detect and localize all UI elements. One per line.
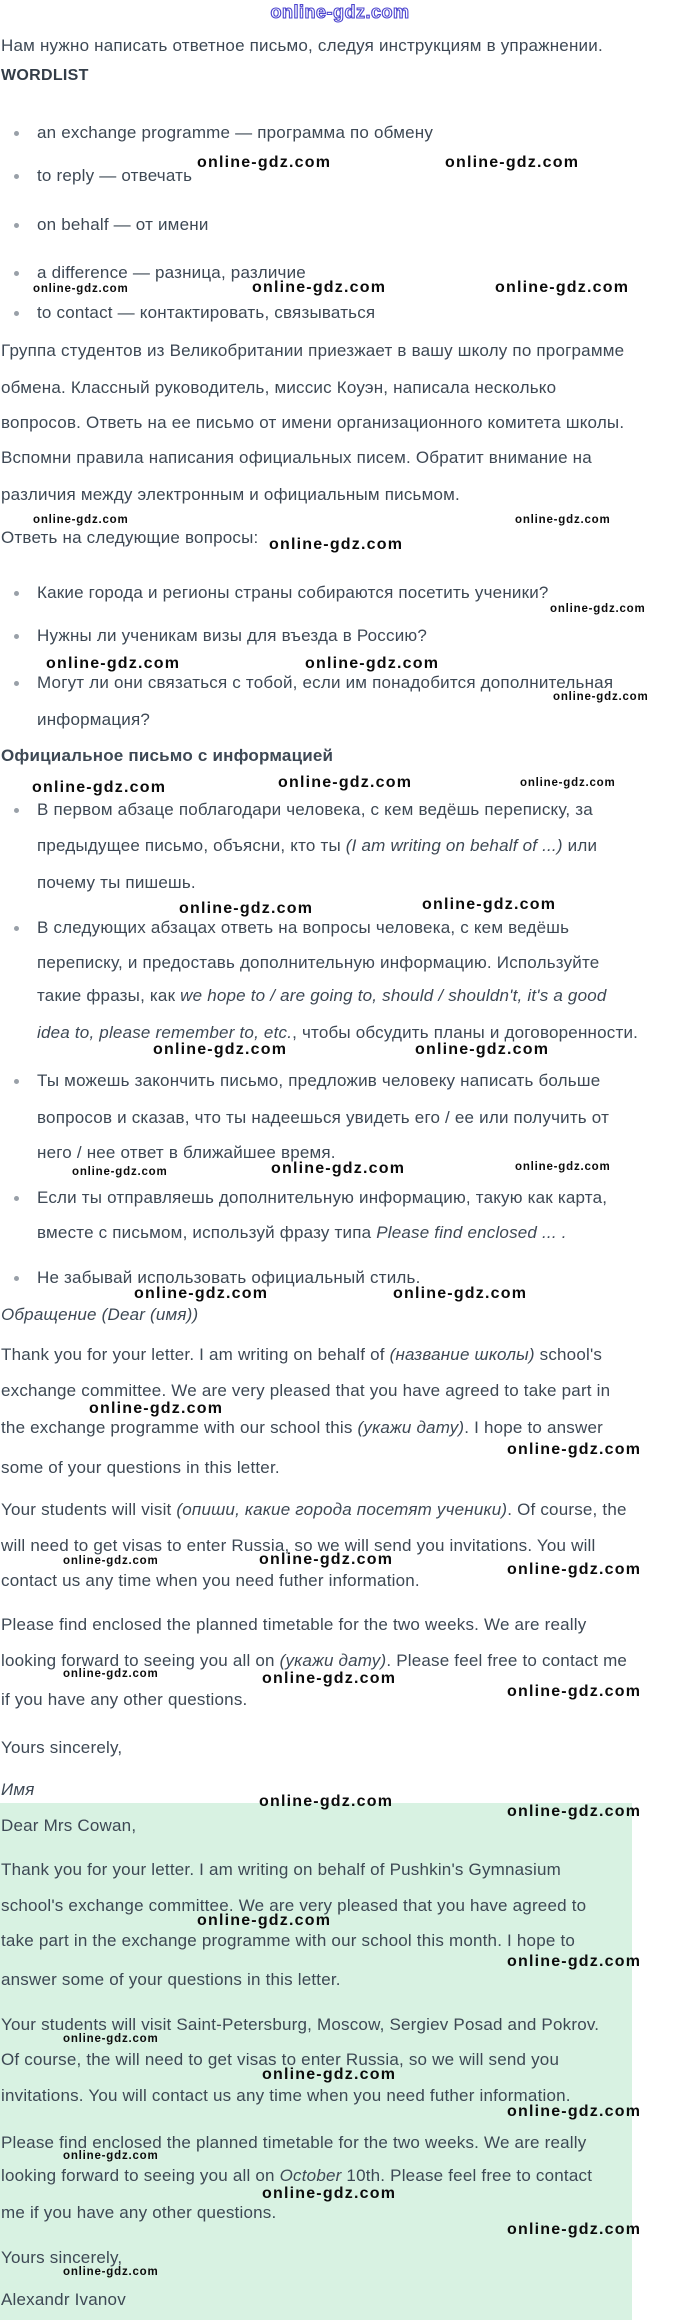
watermark: online-gdz.com <box>262 2185 397 2202</box>
text-run: me if you have any other questions. <box>1 2203 277 2222</box>
bullet-item <box>37 166 192 186</box>
watermark: online-gdz.com <box>197 154 332 171</box>
text-line <box>1 1458 280 1478</box>
watermark: online-gdz.com <box>507 2103 642 2120</box>
wordlist-heading <box>1 66 89 86</box>
text-run: idea to, please remember to, etc. <box>37 1023 293 1042</box>
text-run: Dear Mrs Cowan, <box>1 1816 137 1835</box>
text-line <box>1 341 624 361</box>
text-run: invitations. You will contact us any time when you need futher information. <box>1 2086 571 2105</box>
watermark: online-gdz.com <box>63 2150 159 2162</box>
text-run: school's <box>534 1345 603 1364</box>
text-run: if you have any other questions. <box>1 1690 248 1709</box>
text-run: (укажи дату) <box>357 1418 465 1437</box>
bullet-continuation-line <box>37 873 196 893</box>
text-run: Your students will visit <box>1 1500 177 1519</box>
text-run: Не забывай использовать официальный стиль. <box>37 1268 421 1287</box>
watermark: online-gdz.com <box>262 1670 397 1687</box>
watermark: online-gdz.com <box>63 2266 159 2278</box>
text-run: (название школы) <box>389 1345 535 1364</box>
text-run: exchange committee. We are very pleased that you have agreed to take part in <box>1 1381 611 1400</box>
bullet-dot-icon <box>14 808 19 813</box>
watermark: online-gdz.com <box>305 655 440 672</box>
bullet-dot-icon <box>14 1276 19 1281</box>
bullet-item <box>37 673 613 693</box>
bullet-item <box>37 303 375 323</box>
text-run: Имя <box>1 1780 35 1799</box>
text-run: looking forward to seeing you all on <box>1 1651 280 1670</box>
text-line <box>1 2248 122 2268</box>
text-line <box>1 2166 592 2186</box>
watermark: online-gdz.com <box>515 1161 611 1173</box>
bullet-continuation-line <box>37 1108 609 1128</box>
text-run: информация? <box>37 710 151 729</box>
bullet-item <box>37 918 569 938</box>
text-run: an exchange programme — программа по обмену <box>37 123 434 142</box>
bullet-dot-icon <box>14 131 19 136</box>
text-run: Официальное письмо с информацией <box>1 746 334 765</box>
text-run: a difference — разница, различие <box>37 263 306 282</box>
watermark: online-gdz.com <box>153 1041 288 1058</box>
watermark: online-gdz.com <box>507 2221 642 2238</box>
text-run: вопросов. Ответь на ее письмо от имени организационного комитета школы. <box>1 413 625 432</box>
text-run: contact us any time when you need futher information. <box>1 1571 420 1590</box>
text-run: или <box>562 836 598 855</box>
section-heading <box>1 746 333 766</box>
text-run: В первом абзаце поблагодари человека, с кем ведёшь переписку, за <box>37 800 593 819</box>
text-run: to contact — контактировать, связываться <box>37 303 376 322</box>
watermark: online-gdz.com <box>33 283 129 295</box>
bullet-continuation-line <box>37 953 599 973</box>
watermark: online-gdz.com <box>262 2066 397 2083</box>
text-run: такие фразы, как <box>37 986 181 1005</box>
text-run: Your students will visit Saint-Petersburg, Moscow, Sergiev Posad and Pokrov. <box>1 2015 600 2034</box>
watermark: online-gdz.com <box>422 896 557 913</box>
text-line <box>1 413 624 433</box>
text-run: school's exchange committee. We are very pleased that you have agreed to <box>1 1896 587 1915</box>
text-line <box>1 2203 276 2223</box>
text-run: , чтобы обсудить планы и договоренности. <box>292 1023 639 1042</box>
watermark: online-gdz.com <box>550 603 646 615</box>
text-run: Please find enclosed the planned timetable for the two weeks. We are really <box>1 2133 587 2152</box>
text-run: take part in the exchange programme with our school this month. I hope to <box>1 1931 576 1950</box>
watermark: online-gdz.com <box>89 1400 224 1417</box>
bullet-item <box>37 1071 600 1091</box>
text-run: Thank you for your letter. I am writing on behalf of <box>1 1345 390 1364</box>
watermark: online-gdz.com <box>252 279 387 296</box>
text-run: Of course, the will need to get visas to enter Russia, so we will send you <box>1 2050 560 2069</box>
text-line <box>1 1381 610 1401</box>
text-line <box>1 448 592 468</box>
watermark: online-gdz.com <box>72 1166 168 1178</box>
text-run: Yours sincerely, <box>1 2248 123 2267</box>
watermark: online-gdz.com <box>278 774 413 791</box>
text-line <box>1 1816 136 1836</box>
watermark: online-gdz.com <box>197 1912 332 1929</box>
text-run: answer some of your questions in this letter. <box>1 1970 341 1989</box>
text-run: Вспомни правила написания официальных писем. Обратит внимание на <box>1 448 592 467</box>
text-run: (укажи дату) <box>279 1651 387 1670</box>
text-line <box>1 1500 627 1520</box>
text-run: Нам нужно написать ответное письмо, следуя инструкциям в упражнении. <box>1 36 603 55</box>
bullet-dot-icon <box>14 634 19 639</box>
watermark: online-gdz.com <box>507 1683 642 1700</box>
bullet-continuation-line <box>37 836 597 856</box>
watermark: online-gdz.com <box>553 691 649 703</box>
watermark: online-gdz.com <box>179 900 314 917</box>
text-run: Обращение (Dear (имя)) <box>1 1305 199 1324</box>
watermark: online-gdz.com <box>271 1160 406 1177</box>
bullet-item <box>37 583 549 603</box>
text-run: почему ты пишешь. <box>37 873 196 892</box>
bullet-dot-icon <box>14 1196 19 1201</box>
text-line <box>1 485 460 505</box>
bullet-dot-icon <box>14 174 19 179</box>
bullet-continuation-line <box>37 1223 567 1243</box>
bullet-dot-icon <box>14 311 19 316</box>
bullet-dot-icon <box>14 223 19 228</box>
text-run: Группа студентов из Великобритании приезжает в вашу школу по программе <box>1 341 625 360</box>
text-run: Alexandr Ivanov <box>1 2290 126 2309</box>
watermark: online-gdz.com <box>32 779 167 796</box>
bullet-dot-icon <box>14 591 19 596</box>
text-run: (I am writing on behalf of ...) <box>345 836 563 855</box>
text-run: Thank you for your letter. I am writing on behalf of Pushkin's Gymnasium <box>1 1860 562 1879</box>
text-run: Нужны ли ученикам визы для въезда в Россию? <box>37 626 428 645</box>
text-line <box>1 1931 575 1951</box>
watermark: online-gdz.com <box>63 1668 159 1680</box>
text-line <box>1 2015 599 2035</box>
text-run: различия между электронным и официальным письмом. <box>1 485 460 504</box>
watermark: online-gdz.com <box>269 536 404 553</box>
watermark: online-gdz.com <box>507 1441 642 1458</box>
text-run: вместе с письмом, используй фразу типа <box>37 1223 377 1242</box>
text-line <box>1 1418 603 1438</box>
text-run: предыдущее письмо, объясни, кто ты <box>37 836 346 855</box>
text-run: Какие города и регионы страны собираются посетить ученики? <box>37 583 549 602</box>
watermark: online-gdz.com <box>134 1285 269 1302</box>
text-line <box>1 1780 35 1800</box>
bullet-item <box>37 1188 607 1208</box>
watermark: online-gdz.com <box>393 1285 528 1302</box>
bullet-item <box>37 215 209 235</box>
text-run: some of your questions in this letter. <box>1 1458 280 1477</box>
text-run: обмена. Классный руководитель, миссис Коуэн, написала несколько <box>1 378 557 397</box>
watermark: online-gdz.com <box>33 514 129 526</box>
watermark: online-gdz.com <box>259 1551 394 1568</box>
text-run: Ты можешь закончить письмо, предложив человеку написать больше <box>37 1071 601 1090</box>
text-run: the exchange programme with our school this <box>1 1418 358 1437</box>
text-line <box>1 378 556 398</box>
text-run: В следующих абзацах ответь на вопросы человека, с кем ведёшь <box>37 918 570 937</box>
watermark: online-gdz.com <box>259 1793 394 1810</box>
text-line <box>1 528 258 548</box>
watermark: online-gdz.com <box>415 1041 550 1058</box>
text-line <box>1 1571 420 1591</box>
watermark: online-gdz.com <box>507 1953 642 1970</box>
watermark: online-gdz.com <box>507 1561 642 1578</box>
text-line <box>1 1305 198 1325</box>
text-run: Please find enclosed the planned timetable for the two weeks. We are really <box>1 1615 587 1634</box>
text-line <box>1 36 603 56</box>
bullet-dot-icon <box>14 681 19 686</box>
text-line <box>1 2290 126 2310</box>
bullet-dot-icon <box>14 271 19 276</box>
watermark: online-gdz.com <box>445 154 580 171</box>
watermark: online-gdz.com <box>515 514 611 526</box>
bullet-item <box>37 626 427 646</box>
text-run: looking forward to seeing you all on <box>1 2166 280 2185</box>
bullet-dot-icon <box>14 1079 19 1084</box>
bullet-item <box>37 800 593 820</box>
text-run: Please find enclosed ... . <box>376 1223 567 1242</box>
text-line <box>1 2086 571 2106</box>
watermark: online-gdz.com <box>63 2033 159 2045</box>
text-run: to reply — отвечать <box>37 166 193 185</box>
bullet-continuation-line <box>37 986 607 1006</box>
bullet-item <box>37 123 433 143</box>
text-line <box>1 1615 586 1635</box>
text-run: Если ты отправляешь дополнительную информацию, такую как карта, <box>37 1188 608 1207</box>
text-run: will need to get visas to enter Russia, so we will send you invitations. You will <box>1 1536 596 1555</box>
text-line <box>1 1738 122 1758</box>
text-run: вопросов и сказав, что ты надеешься увидеть его / ее или получить от <box>37 1108 610 1127</box>
watermark: online-gdz.com <box>46 655 181 672</box>
bullet-dot-icon <box>14 926 19 931</box>
text-run: Ответь на следующие вопросы: <box>1 528 259 547</box>
text-run: on behalf — от имени <box>37 215 209 234</box>
text-line <box>1 1970 341 1990</box>
watermark: online-gdz.com <box>63 1555 159 1567</box>
watermark: online-gdz.com <box>495 279 630 296</box>
watermark: online-gdz.com <box>270 2 410 22</box>
text-run: October <box>279 2166 342 2185</box>
text-run: 10th. Please feel free to contact <box>341 2166 593 2185</box>
bullet-continuation-line <box>37 1023 638 1043</box>
text-run: WORDLIST <box>1 67 89 84</box>
text-run: . Of course, the <box>507 1500 627 1519</box>
watermark: online-gdz.com <box>520 777 616 789</box>
text-run: . Please feel free to contact me <box>386 1651 628 1670</box>
text-line <box>1 1345 602 1365</box>
text-line <box>1 1690 247 1710</box>
text-run: (опиши, какие города посетят ученики) <box>176 1500 508 1519</box>
text-run: Yours sincerely, <box>1 1738 123 1757</box>
text-run: . I hope to answer <box>464 1418 604 1437</box>
watermark: online-gdz.com <box>507 1803 642 1820</box>
text-run: we hope to / are going to, should / shouldn't, it's a good <box>180 986 607 1005</box>
text-line <box>1 1860 561 1880</box>
text-run: Могут ли они связаться с тобой, если им понадобится дополнительная <box>37 673 614 692</box>
text-run: него / нее ответ в ближайшее время. <box>37 1143 336 1162</box>
text-run: переписку, и предоставь дополнительную информацию. Используйте <box>37 953 600 972</box>
bullet-continuation-line <box>37 710 150 730</box>
